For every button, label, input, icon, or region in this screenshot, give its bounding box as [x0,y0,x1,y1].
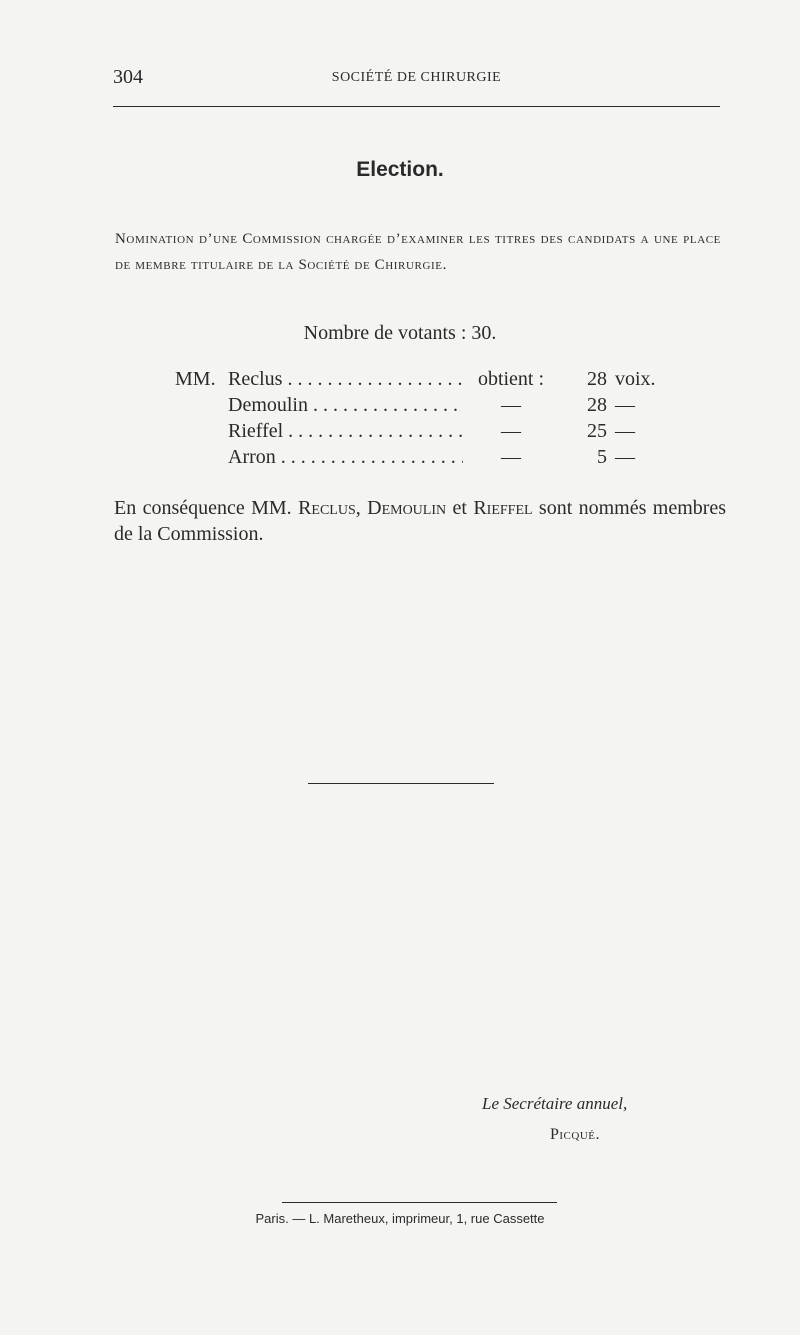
page-number: 304 [113,66,143,88]
candidate-name: Arron . . . [228,446,463,469]
result-row [175,368,675,394]
vote-unit: — [615,420,635,442]
result-row [175,394,675,420]
consequence-sep-1: , [355,497,361,519]
candidate-name: Demoulin . . . [228,394,463,417]
vote-count: 28 [587,368,607,390]
candidate-name: Rieffel . . . [228,420,463,443]
consequence-tail: sont nommés membres de la Commission. [114,497,727,545]
results-table [175,368,675,472]
secretary-name: Picqué. [550,1126,601,1143]
elected-name-3: Rieffel [473,497,533,519]
result-row [175,446,675,472]
nomination-paragraph: Nomination d’une Commission chargée d’examiner les titres des candidats a une place de membre titulaire de la Société de Chirurgie. [115,231,721,273]
page-header [113,66,720,92]
header-rule [113,106,720,107]
result-verb: — [501,420,521,442]
elected-name-1: Reclus [298,497,356,519]
consequence-paragraph [114,495,726,547]
secretary-role: Le Secrétaire annuel, [482,1094,628,1113]
section-title: Election. [356,158,444,181]
printer-imprint: Paris. — L. Maretheux, imprimeur, 1, rue Cassette [255,1211,545,1226]
vote-unit: voix. [615,368,656,390]
result-prefix: MM. [175,368,216,390]
consequence-sep-2: et [452,497,467,519]
consequence-lead: En conséquence MM. [114,497,292,519]
result-verb: — [501,394,521,416]
footer-rule [282,1202,557,1203]
vote-unit: — [615,394,635,416]
result-verb: — [501,446,521,468]
running-title: SOCIÉTÉ DE CHIRURGIE [331,70,502,85]
voters-count: Nombre de votants : 30. [303,322,497,344]
vote-count: 5 [597,446,607,468]
vote-count: 25 [587,420,607,442]
section-divider [308,783,494,784]
elected-name-2: Demoulin [367,497,447,519]
vote-unit: — [615,446,635,468]
vote-count: 28 [587,394,607,416]
result-verb: obtient : [477,368,545,390]
result-row [175,420,675,446]
candidate-name: Reclus . . . [228,368,463,391]
